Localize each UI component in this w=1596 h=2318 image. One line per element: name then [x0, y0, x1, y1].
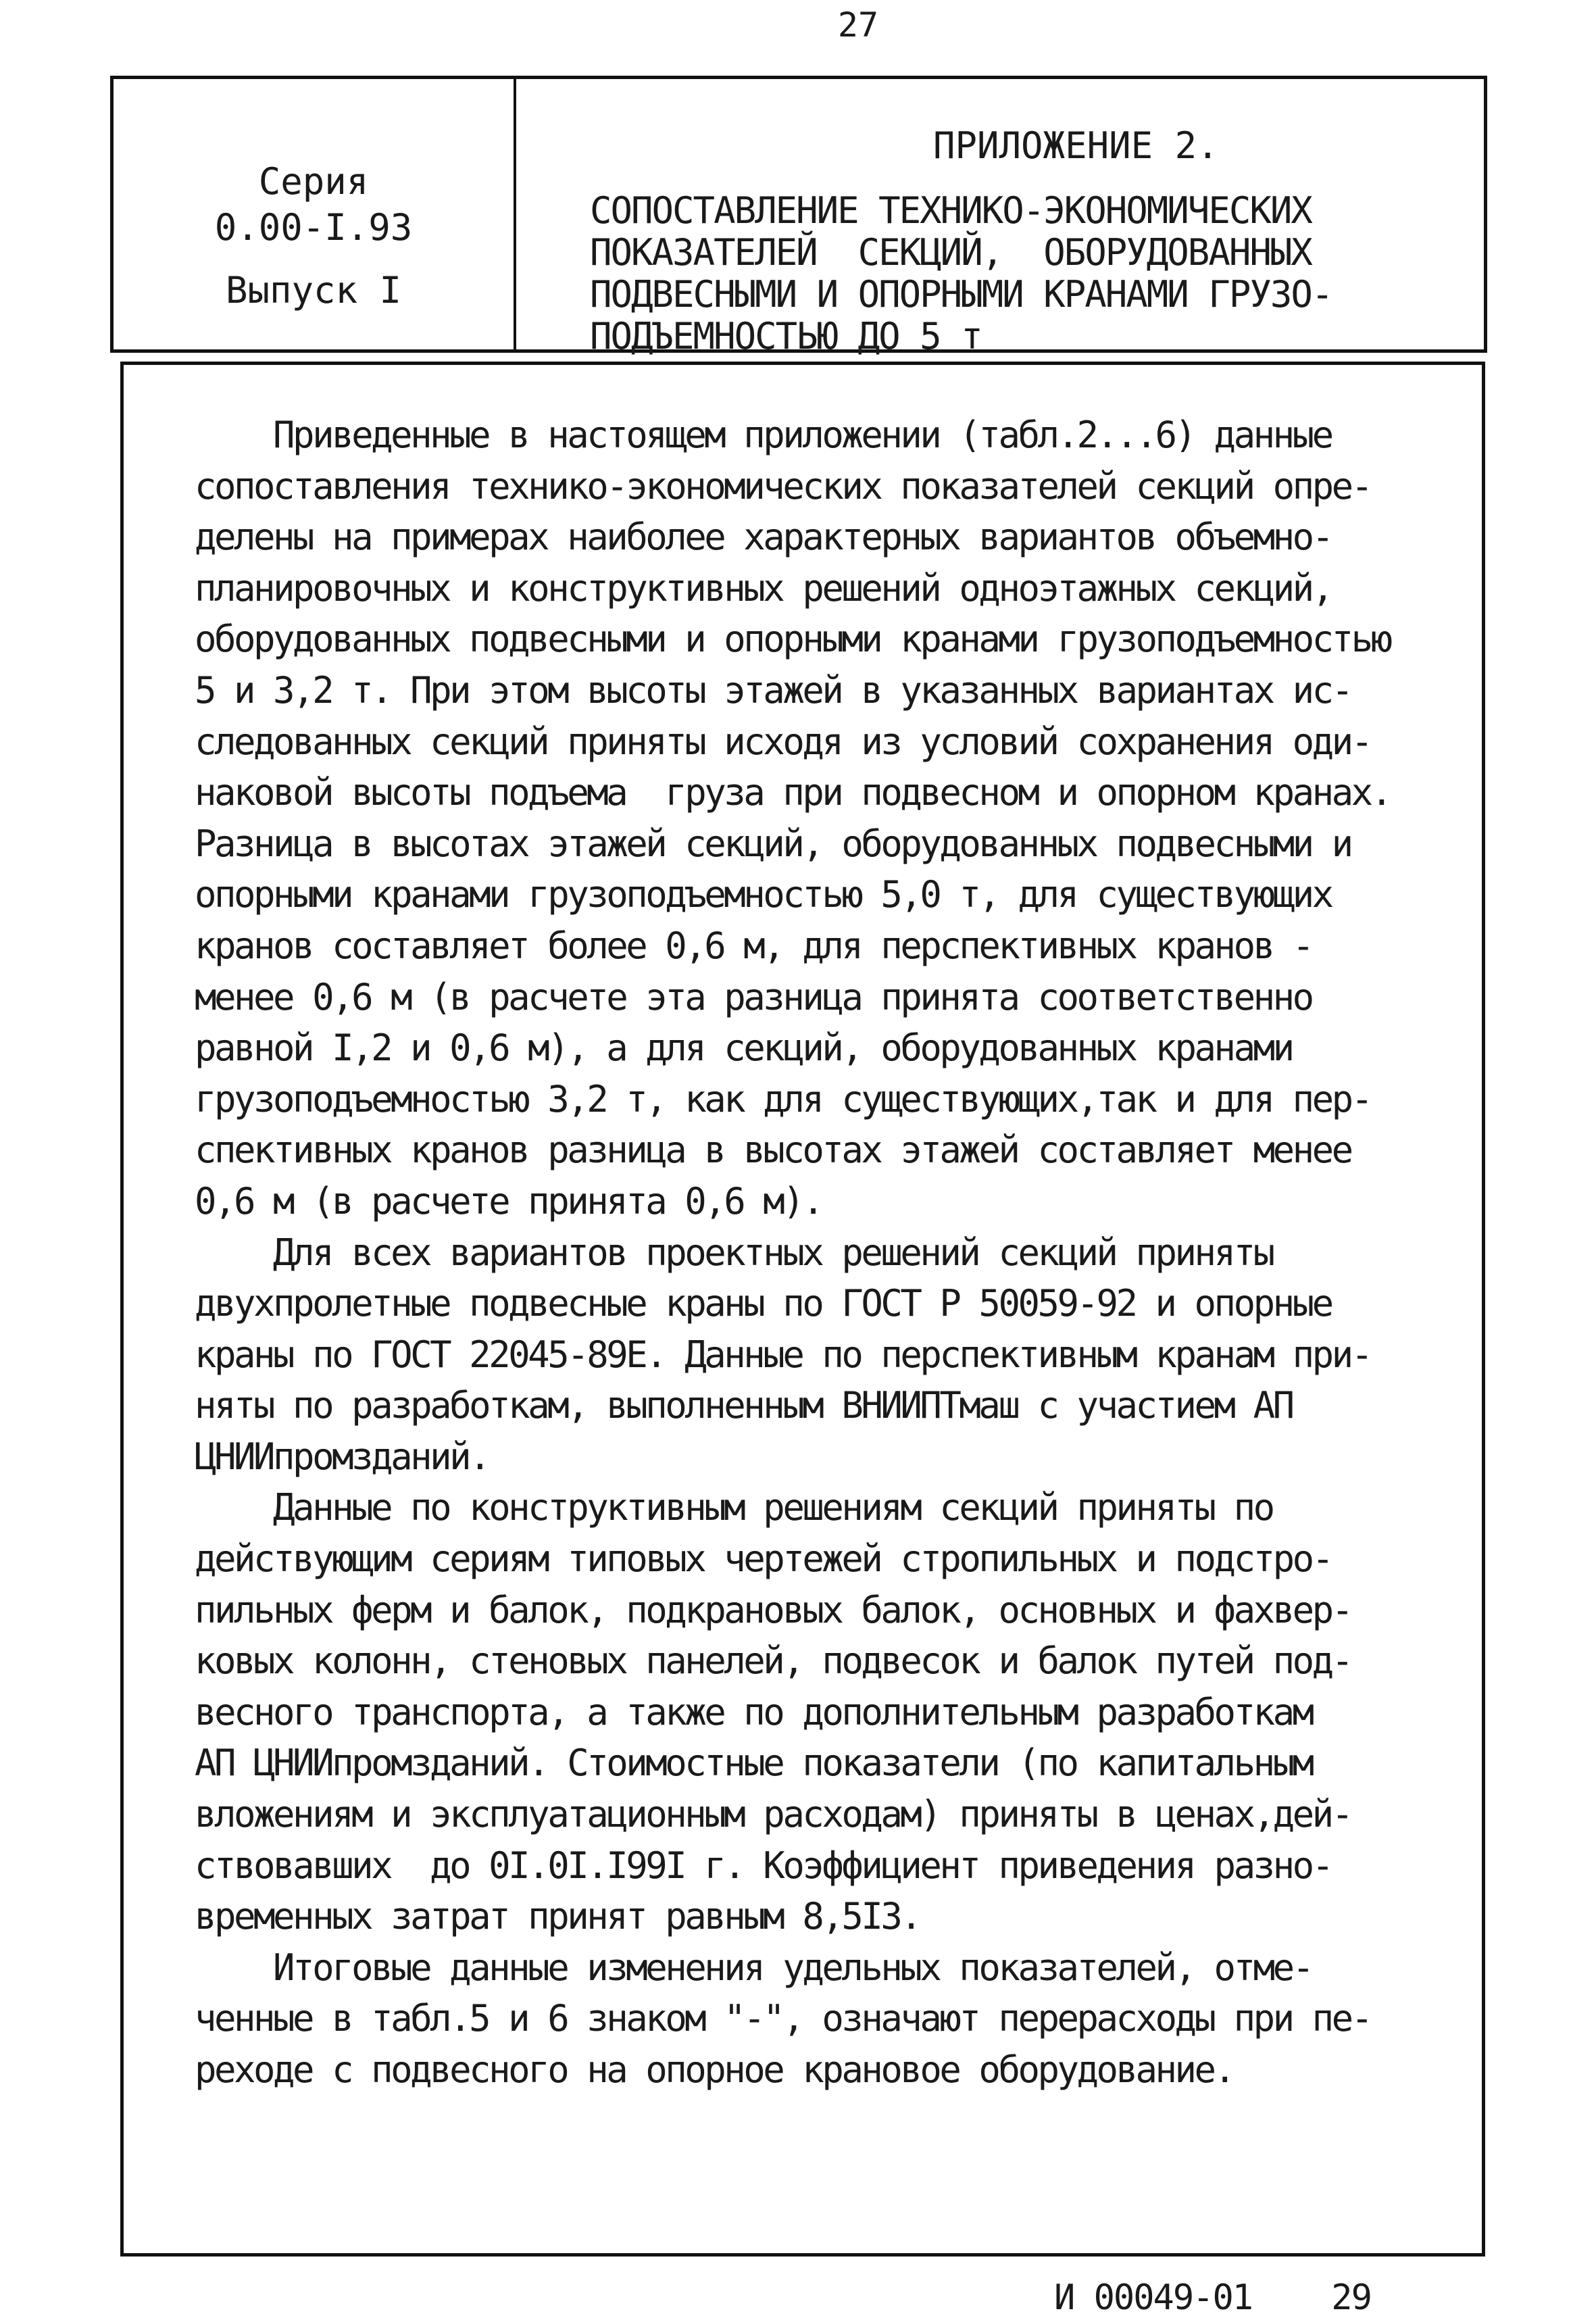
text-line: следованных секций приняты исходя из условий сохранения оди-: [195, 720, 1371, 763]
text-line: ченные в табл.5 и 6 знаком "-", означают перерасходы при пе-: [195, 1997, 1371, 2040]
text-line: вложениям и эксплуатационным расходам) приняты в ценах,дей-: [195, 1793, 1351, 1836]
text-line: грузоподъемностью 3,2 т, как для существующих,так и для пер-: [195, 1077, 1371, 1120]
text-line: реходе с подвесного на опорное крановое оборудование.: [195, 2048, 1234, 2091]
text-line: равной I,2 и 0,6 м), а для секций, оборудованных кранами: [195, 1027, 1293, 1070]
document-code: И 00049-01 29: [1054, 2277, 1371, 2318]
text-line: планировочных и конструктивных решений одноэтажных секций,: [195, 566, 1332, 610]
series-info: [114, 79, 514, 349]
text-line: пильных ферм и балок, подкрановых балок, основных и фахвер-: [195, 1588, 1351, 1631]
text-line: сопоставления технико-экономических показателей секций опре-: [195, 464, 1371, 508]
series-label: Серия: [258, 160, 369, 203]
text-line: ЦНИИпромзданий.: [195, 1435, 489, 1478]
text-line: няты по разработкам, выполненным ВНИИПТмаш с участием АП: [195, 1384, 1293, 1427]
series-code: 0.00-I.93: [214, 205, 413, 249]
text-line: делены на примерах наиболее характерных вариантов объемно-: [195, 516, 1332, 559]
text-line: Данные по конструктивным решениям секций приняты по: [195, 1486, 1273, 1529]
text-line: кранов составляет более 0,6 м, для перспективных кранов -: [195, 924, 1312, 967]
document-title: [590, 125, 1489, 357]
text-line: ствовавших до 0I.0I.I99I г. Коэффициент приведения разно-: [195, 1844, 1332, 1887]
text-line: Для всех вариантов проектных решений секций приняты: [195, 1231, 1273, 1274]
title-block-frame: [110, 76, 1487, 357]
body-text: [195, 410, 1458, 2096]
text-line: АП ЦНИИпромзданий. Стоимостные показатели (по капитальным: [195, 1742, 1312, 1785]
text-line: Разница в высотах этажей секций, оборудованных подвесными и: [195, 822, 1351, 865]
text-line: наковой высоты подъема груза при подвесном и опорном кранах.: [195, 771, 1391, 814]
text-line: двухпролетные подвесные краны по ГОСТ Р 50059-92 и опорные: [195, 1282, 1332, 1325]
title-line: ПОКАЗАТЕЛЕЙ СЕКЦИЙ, ОБОРУДОВАННЫХ: [590, 231, 1312, 274]
text-line: менее 0,6 м (в расчете эта разница принята соответственно: [195, 975, 1312, 1018]
appendix-label: ПРИЛОЖЕНИЕ 2.: [933, 124, 1219, 167]
text-line: Приведенные в настоящем приложении (табл.2...6) данные: [195, 414, 1332, 456]
text-line: Итоговые данные изменения удельных показателей, отме-: [195, 1946, 1312, 1989]
body-frame: [120, 362, 1485, 2257]
text-line: опорными кранами грузоподъемностью 5,0 т, для существующих: [195, 873, 1332, 916]
text-line: весного транспорта, а также по дополнительным разработкам: [195, 1690, 1312, 1733]
text-line: 5 и 3,2 т. При этом высоты этажей в указанных вариантах ис-: [195, 668, 1351, 712]
text-line: 0,6 м (в расчете принята 0,6 м).: [195, 1179, 822, 1223]
header-divider: [514, 79, 516, 349]
text-line: ковых колонн, стеновых панелей, подвесок и балок путей под-: [195, 1639, 1351, 1683]
title-line: СОПОСТАВЛЕНИЕ ТЕХНИКО-ЭКОНОМИЧЕСКИХ: [590, 189, 1312, 232]
text-line: краны по ГОСТ 22045-89Е. Данные по перспективным кранам при-: [195, 1333, 1371, 1376]
text-line: оборудованных подвесными и опорными кранами грузоподъемностью: [195, 618, 1391, 661]
title-line: ПОДВЕСНЫМИ И ОПОРНЫМИ КРАНАМИ ГРУЗО-: [590, 273, 1332, 316]
title-line: ПОДЪЕМНОСТЬЮ ДО 5 т: [590, 315, 982, 357]
text-line: временных затрат принят равным 8,5I3.: [195, 1895, 920, 1938]
issue-number: Выпуск I: [225, 269, 402, 312]
text-line: спективных кранов разница в высотах этажей составляет менее: [195, 1129, 1351, 1172]
page-number: 27: [837, 5, 879, 45]
text-line: действующим сериям типовых чертежей стропильных и подстро-: [195, 1537, 1332, 1581]
